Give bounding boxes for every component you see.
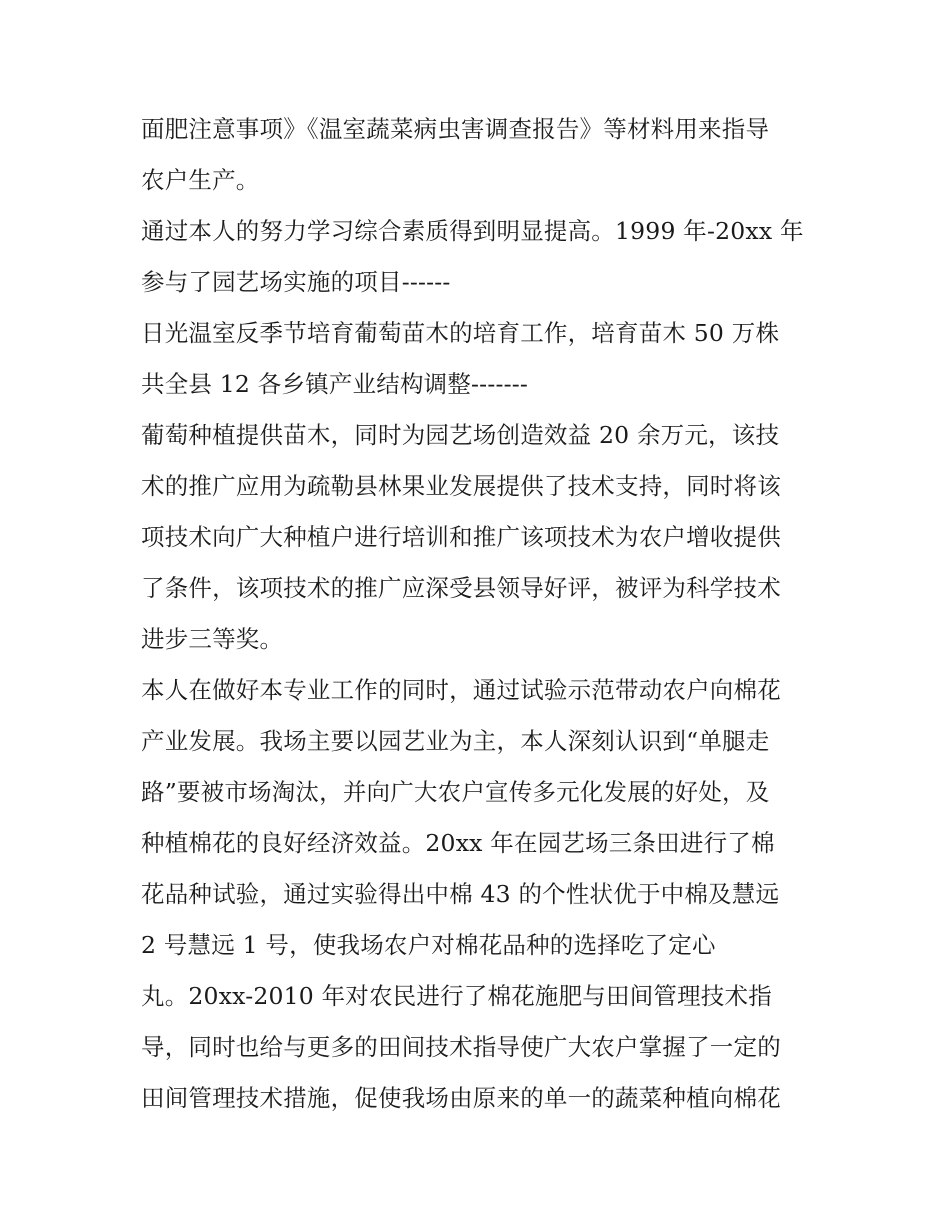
- text-line: 进步三等奖。: [141, 625, 284, 653]
- text-line: 通过本人的努力学习综合素质得到明显提高。1999 年-20xx 年: [141, 217, 804, 245]
- text-line: 导，同时也给与更多的田间技术指导使广大农户掌握了一定的: [141, 1033, 781, 1061]
- text-line: 产业发展。我场主要以园艺业为主，本人深刻认识到“单腿走: [141, 727, 770, 755]
- text-line: 本人在做好本专业工作的同时，通过试验示范带动农户向棉花: [141, 676, 781, 704]
- text-line: 丸。20xx-2010 年对农民进行了棉花施肥与田间管理技术指: [141, 982, 772, 1010]
- text-line: 路”要被市场淘汰，并向广大农户宣传多元化发展的好处，及: [141, 778, 770, 806]
- text-line: 项技术向广大种植户进行培训和推广该项技术为农户增收提供: [141, 523, 781, 551]
- text-line: 农户生产。: [141, 166, 260, 194]
- text-line: 日光温室反季节培育葡萄苗木的培育工作，培育苗木 50 万株: [141, 319, 780, 347]
- text-line: 面肥注意事项》《温室蔬菜病虫害调查报告》等材料用来指导: [141, 115, 770, 143]
- text-line: 葡萄种植提供苗木，同时为园艺场创造效益 20 余万元，该技: [141, 421, 780, 449]
- text-line: 田间管理技术措施，促使我场由原来的单一的蔬菜种植向棉花: [141, 1084, 781, 1112]
- text-line: 共全县 12 各乡镇产业结构调整-------: [141, 370, 529, 398]
- body-text: [141, 104, 821, 1124]
- text-line: 种植棉花的良好经济效益。20xx 年在园艺场三条田进行了棉: [141, 829, 775, 857]
- text-line: 了条件，该项技术的推广应深受县领导好评，被评为科学技术: [141, 574, 781, 602]
- text-line: 术的推广应用为疏勒县林果业发展提供了技术支持，同时将该: [141, 472, 781, 500]
- text-line: 2 号慧远 1 号，使我场农户对棉花品种的选择吃了定心: [141, 931, 716, 959]
- text-line: 花品种试验，通过实验得出中棉 43 的个性状优于中棉及慧远: [141, 880, 780, 908]
- text-line: 参与了园艺场实施的项目------: [141, 268, 451, 296]
